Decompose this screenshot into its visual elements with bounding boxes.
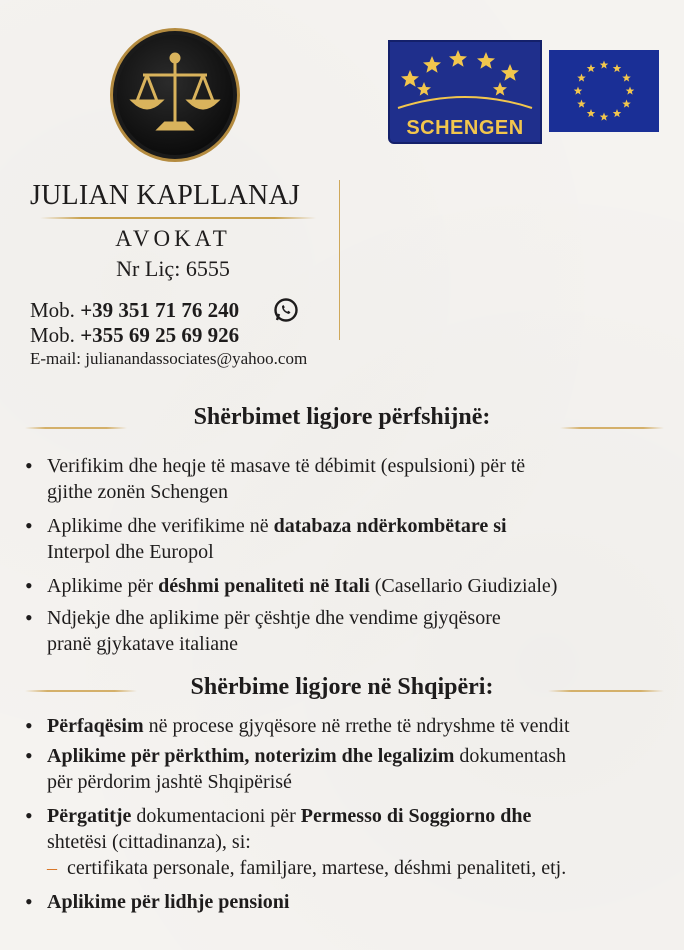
list-item xyxy=(25,605,665,657)
whatsapp-icon[interactable] xyxy=(273,297,299,323)
scales-of-justice-icon xyxy=(113,31,237,159)
sub-item-text: certifikata personale, familjare, martese, déshmi penaliteti, etj. xyxy=(67,857,567,879)
email-address[interactable]: E-mail: julianandassociates@yahoo.com xyxy=(30,349,308,368)
phone-1[interactable] xyxy=(30,298,239,323)
phone-1-number[interactable]: +39 351 71 76 240 xyxy=(80,298,240,322)
schengen-label: SCHENGEN xyxy=(406,117,524,139)
list-item xyxy=(25,453,665,505)
item-text-cont: për përdorim jashtë Shqipërisé xyxy=(47,771,292,793)
section2-list xyxy=(25,713,665,915)
profession-title: AVOKAT xyxy=(115,226,231,251)
list-item xyxy=(25,743,665,795)
scales-of-justice-logo xyxy=(110,28,240,162)
phone-2[interactable] xyxy=(30,323,239,348)
item-text-cont: shtetësi (cittadinanza), si: xyxy=(47,831,251,853)
eu-star xyxy=(600,113,609,121)
sub-item xyxy=(47,855,665,881)
vertical-divider xyxy=(339,180,340,340)
eu-star xyxy=(622,100,631,108)
section1-list xyxy=(25,453,665,657)
list-item xyxy=(25,513,665,565)
schengen-badge xyxy=(388,40,542,144)
eu-star xyxy=(587,64,596,72)
item-text: Aplikime për xyxy=(47,575,159,597)
eu-star xyxy=(622,74,631,82)
list-item xyxy=(25,573,665,599)
item-text-bold: Përgatitje xyxy=(47,805,132,827)
phone-2-label: Mob. xyxy=(30,323,75,347)
item-text-cont: gjithe zonën Schengen xyxy=(47,481,229,503)
phone-1-label: Mob. xyxy=(30,298,75,322)
item-text-bold: Aplikime për përkthim, noterizim dhe legalizim xyxy=(47,745,455,767)
name-divider xyxy=(40,217,316,219)
item-text-bold: databaza ndërkombëtare si xyxy=(273,515,507,537)
item-text-post: në procese gjyqësore në rrethe të ndryshme të vendit xyxy=(143,715,570,737)
item-text-bold: déshmi penaliteti në Itali xyxy=(158,575,370,597)
item-text: Verifikim dhe heqje të masave të débimit (espulsioni) për të xyxy=(47,455,526,477)
item-text-mid: dokumentacioni për xyxy=(131,805,301,827)
eu-star xyxy=(577,100,586,108)
list-item xyxy=(25,889,665,915)
item-text-cont: Interpol dhe Europol xyxy=(47,541,214,563)
eu-flag xyxy=(549,50,659,132)
eu-star xyxy=(587,109,596,117)
eu-star xyxy=(577,74,586,82)
item-text: Ndjekje dhe aplikime për çështje dhe vendime gjyqësore xyxy=(47,607,501,629)
license-number: Nr Liç: 6555 xyxy=(116,256,230,281)
eu-flag-icon xyxy=(549,50,659,132)
item-text-post: (Casellario Giudiziale) xyxy=(369,575,558,597)
item-text-bold: Përfaqësim xyxy=(47,715,144,737)
list-item xyxy=(25,803,665,881)
list-item xyxy=(25,713,665,739)
eu-star xyxy=(613,64,622,72)
section2-title: Shërbime ligjore në Shqipëri: xyxy=(190,674,494,700)
item-text-bold: Aplikime për lidhje pensioni xyxy=(47,891,290,913)
eu-star xyxy=(600,61,609,69)
item-text: Aplikime dhe verifikime në xyxy=(47,515,274,537)
phone-2-number[interactable]: +355 69 25 69 926 xyxy=(80,323,240,347)
item-text-bold: Permesso di Soggiorno dhe xyxy=(300,805,532,827)
item-text-post: dokumentash xyxy=(454,745,567,767)
section1-title: Shërbimet ligjore përfshijnë: xyxy=(193,404,491,430)
eu-star xyxy=(613,109,622,117)
eu-star xyxy=(574,87,583,95)
lawyer-name: JULIAN KAPLLANAJ xyxy=(30,180,300,211)
stars-arc-icon xyxy=(390,42,540,112)
dash-marker: – xyxy=(47,857,57,879)
eu-star xyxy=(626,87,635,95)
item-text-cont: pranë gjykatave italiane xyxy=(47,633,239,655)
